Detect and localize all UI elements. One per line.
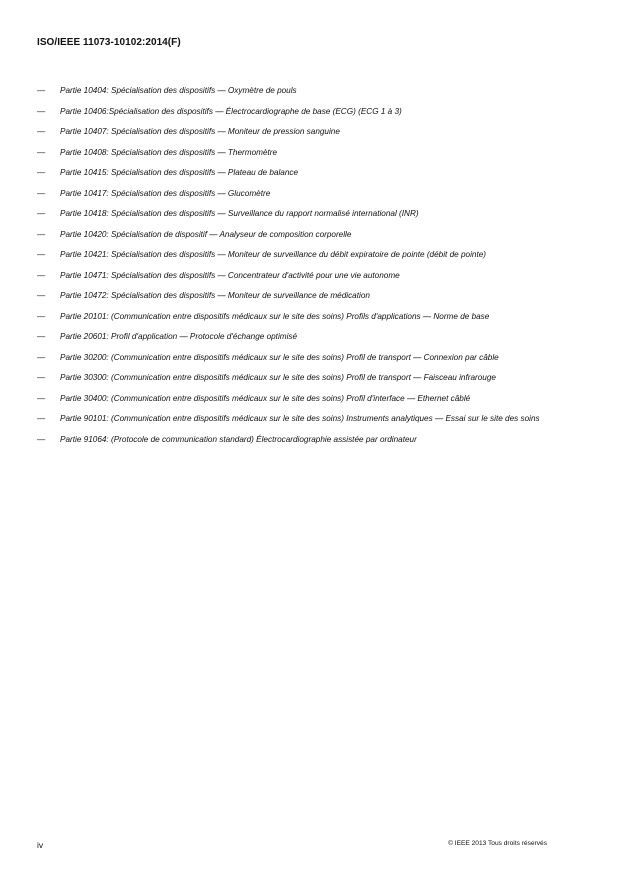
page-number: iv (37, 840, 44, 850)
standards-parts-list (37, 86, 547, 455)
list-item-text: Partie 90101: (Communication entre dispositifs médicaux sur le site des soins) Instruments analytiques — Essai sur le site des soins (60, 414, 540, 423)
list-item-text: Partie 91064: (Protocole de communication standard) Électrocardiographie assistée par ordinateur (60, 434, 417, 444)
dash-bullet: — (37, 229, 46, 239)
list-item-text: Partie 10421: Spécialisation des dispositifs — Moniteur de surveillance du débit expiratoire de pointe (débit de pointe) (60, 250, 487, 259)
list-item-text: Partie 10407: Spécialisation des dispositifs — Moniteur de pression sanguine (60, 127, 340, 136)
document-header-title: ISO/IEEE 11073-10102:2014(F) (37, 37, 181, 48)
dash-bullet: — (37, 270, 46, 280)
list-item-text: Partie 10471: Spécialisation des dispositifs — Concentrateur d'activité pour une vie autonome (60, 270, 400, 280)
list-item (37, 127, 547, 137)
list-item (37, 394, 547, 404)
dash-bullet: — (37, 106, 46, 116)
dash-bullet: — (37, 127, 46, 136)
list-item (37, 373, 547, 383)
list-item (37, 148, 547, 158)
list-item-text: Partie 30200: (Communication entre dispositifs médicaux sur le site des soins) Profil de transport — Connexion par câble (60, 352, 499, 362)
list-item (37, 435, 547, 445)
list-item-text: Partie 10404: Spécialisation des dispositifs — Oxymètre de pouls (60, 86, 297, 95)
dash-bullet: — (37, 332, 46, 341)
list-item-text: Partie 10420: Spécialisation de dispositif — Analyseur de composition corporelle (60, 229, 352, 239)
dash-bullet: — (37, 209, 46, 218)
list-item (37, 271, 547, 281)
dash-bullet: — (37, 168, 46, 177)
list-item (37, 312, 547, 322)
dash-bullet: — (37, 311, 46, 321)
list-item (37, 209, 547, 219)
dash-bullet: — (37, 291, 46, 300)
list-item (37, 353, 547, 363)
list-item (37, 250, 547, 260)
copyright-notice: © IEEE 2013 Tous droits réservés (448, 840, 547, 847)
dash-bullet: — (37, 250, 46, 259)
dash-bullet: — (37, 352, 46, 362)
list-item-text: Partie 10472: Spécialisation des dispositifs — Moniteur de surveillance de médication (60, 291, 370, 300)
list-item-text: Partie 10417: Spécialisation des dispositifs — Glucomètre (60, 188, 271, 198)
list-item (37, 414, 547, 424)
list-item (37, 291, 547, 301)
list-item (37, 332, 547, 342)
dash-bullet: — (37, 188, 46, 198)
list-item-text: Partie 20601: Profil d'application — Protocole d'échange optimisé (60, 332, 298, 341)
list-item-text: Partie 10406:Spécialisation des dispositifs — Électrocardiographe de base (ECG) (ECG 1 à 3) (60, 106, 402, 116)
list-item-text: Partie 10408: Spécialisation des dispositifs — Thermomètre (60, 147, 278, 157)
list-item (37, 86, 547, 96)
list-item (37, 107, 547, 117)
list-item (37, 189, 547, 199)
dash-bullet: — (37, 147, 46, 157)
dash-bullet: — (37, 414, 46, 423)
dash-bullet: — (37, 86, 46, 95)
dash-bullet: — (37, 373, 46, 382)
list-item-text: Partie 30300: (Communication entre dispositifs médicaux sur le site des soins) Profil de transport — Faisceau infrarouge (60, 373, 496, 382)
list-item-text: Partie 10418: Spécialisation des dispositifs — Surveillance du rapport normalisé international (INR) (60, 209, 419, 218)
dash-bullet: — (37, 393, 46, 403)
dash-bullet: — (37, 434, 46, 444)
list-item (37, 168, 547, 178)
list-item (37, 230, 547, 240)
list-item-text: Partie 30400: (Communication entre dispositifs médicaux sur le site des soins) Profil d'interface — Ethernet câblé (60, 393, 471, 403)
list-item-text: Partie 10415: Spécialisation des dispositifs — Plateau de balance (60, 168, 299, 177)
list-item-text: Partie 20101: (Communication entre dispositifs médicaux sur le site des soins) Profils d'applications — Norme de base (60, 311, 490, 321)
